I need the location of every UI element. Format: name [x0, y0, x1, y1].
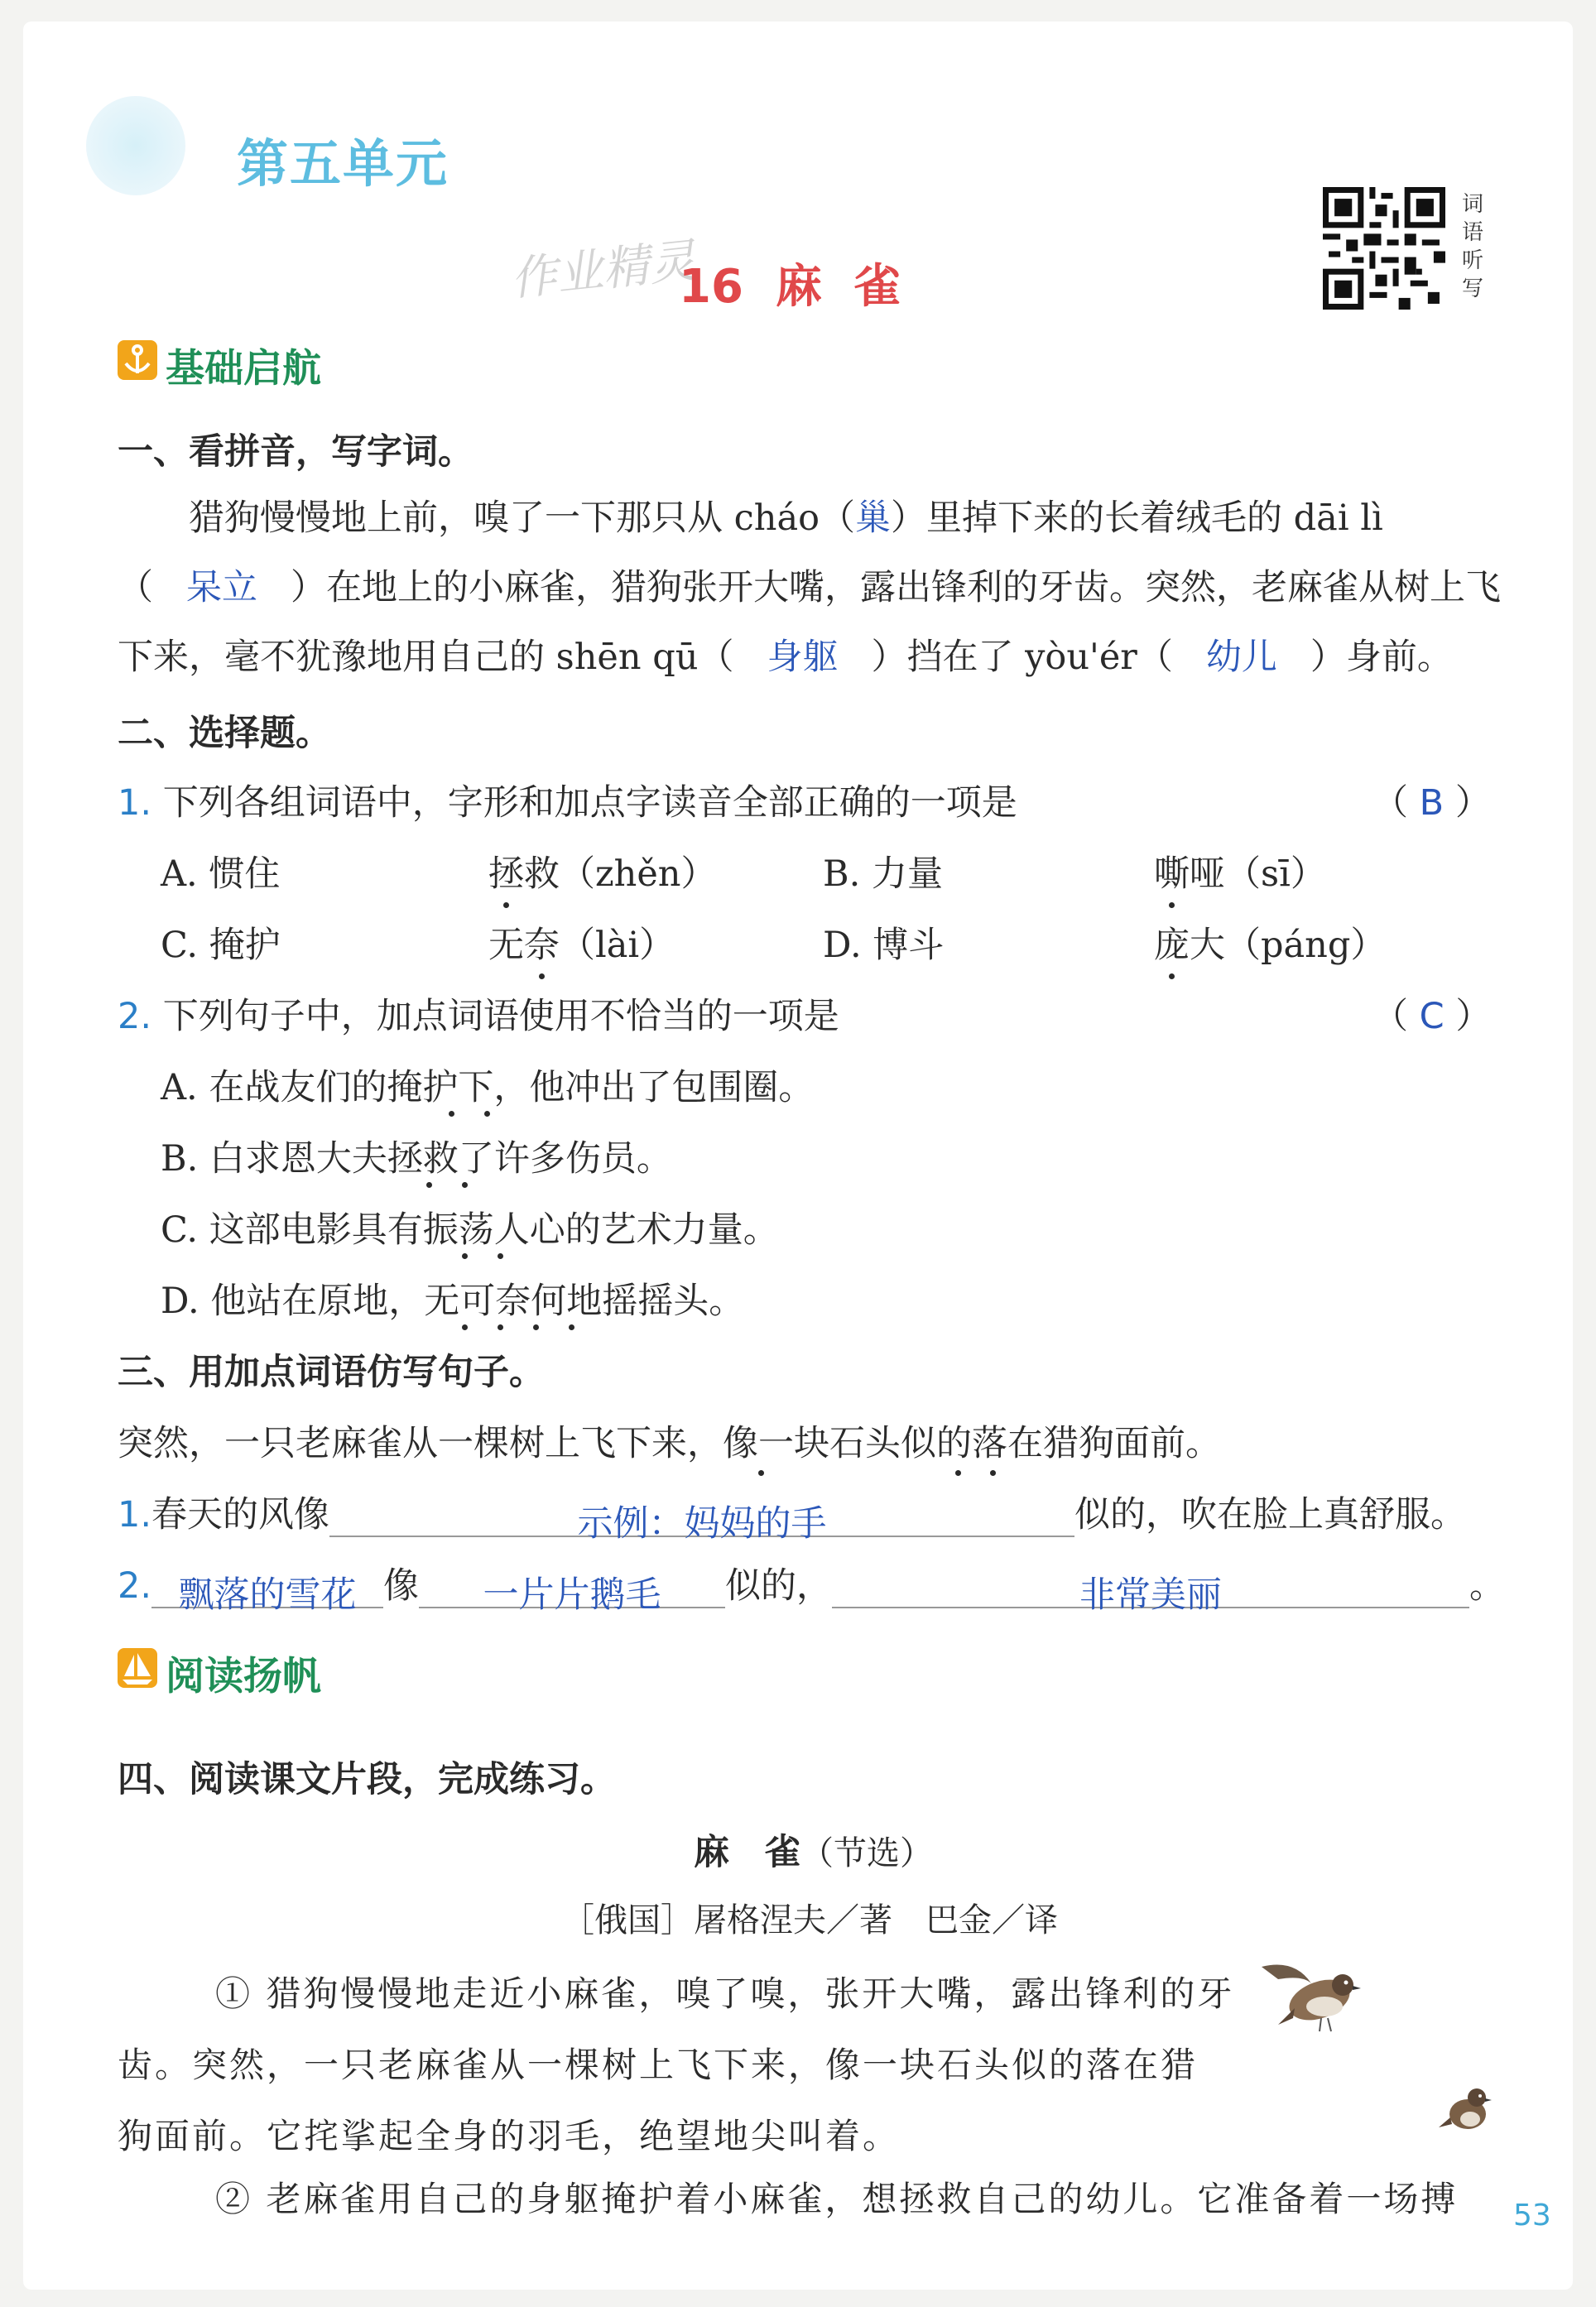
option-b: B. 白求恩大夫拯救了许多伤员。 [161, 1138, 672, 1180]
option-d: D. 他站在原地，无可奈何地摇摇头。 [161, 1281, 745, 1322]
option-label: C. [161, 925, 199, 966]
qr-label-char: 写 [1462, 276, 1484, 301]
option-label: A. [161, 853, 198, 895]
answer-blank: 一片片鹅毛 [419, 1567, 725, 1608]
option-a [161, 846, 280, 896]
text-segment: ）挡在了 yòu'ér（ [871, 637, 1173, 678]
option-d [823, 917, 944, 968]
fill-line [118, 560, 1501, 610]
answer-text: 巢 [854, 497, 891, 539]
imitation-1 [118, 1487, 1467, 1545]
option-b-2: 嘶哑（sī） [1154, 846, 1326, 896]
text-segment: 像 [383, 1565, 420, 1607]
text-segment: ）在地上的小麻雀，猎狗张开大嘴，露出锋利的牙齿。突然，老麻雀从树上飞 [291, 567, 1501, 608]
sparrow-icon [1430, 2074, 1505, 2141]
passage-para-2: ② 老麻雀用自己的身躯掩护着小麻雀，想拯救自己的幼儿。它准备着一场搏 [215, 2179, 1459, 2219]
passage-line: 齿。突然，一只老麻雀从一棵树上飞下来，像一块石头似的落在猎 [118, 2045, 1199, 2085]
answer-bracket: （ B ） [1372, 782, 1491, 824]
option-b [823, 846, 943, 896]
answer-text: 幼儿 [1205, 637, 1277, 678]
anchor-icon [118, 340, 157, 380]
unit-badge-icon [86, 96, 185, 195]
watermark: 作业精灵 [507, 233, 699, 307]
qr-label-char: 语 [1462, 220, 1484, 245]
text-segment: 似的， [725, 1565, 833, 1607]
answer-blank: 示例：妈妈的手 [329, 1496, 1074, 1537]
answer-text: C [1419, 996, 1445, 1037]
option-word: 惯住 [209, 853, 281, 895]
passage-line: 狗面前。它挓挲起全身的羽毛，绝望地尖叫着。 [118, 2116, 901, 2156]
option-c: C. 这部电影具有振荡人心的艺术力量。 [161, 1209, 779, 1251]
text-segment: （ [118, 567, 153, 608]
stem-text: 下列句子中，加点词语使用不恰当的一项是 [162, 996, 839, 1037]
question-number: 1. [118, 1494, 152, 1536]
page-number: 53 [1513, 2199, 1551, 2233]
fill-line [189, 490, 1383, 541]
answer-text: 身躯 [767, 637, 839, 678]
sail-icon [118, 1648, 157, 1688]
mc-stem [118, 988, 839, 1039]
answer-blank: 飘落的雪花 [151, 1567, 383, 1608]
answer-text: B [1419, 782, 1445, 824]
fill-line [118, 629, 1453, 680]
option-a: A. 在战友们的掩护下，他冲出了包围圈。 [161, 1067, 815, 1108]
question-title: 三、用加点词语仿写句子。 [118, 1352, 545, 1393]
option-d-2: 庞大（páng） [1154, 917, 1386, 968]
mc-stem [118, 775, 1017, 825]
passage-para-1 [118, 1959, 1234, 2172]
option-c [161, 917, 281, 968]
passage-subtitle: （节选） [800, 1834, 933, 1872]
option-a-2: 拯救（zhěn） [488, 846, 717, 896]
text-segment: ）里掉下来的长着绒毛的 dāi lì [890, 497, 1383, 539]
question-number: 2. [118, 1565, 152, 1607]
unit-title: 第五单元 [237, 133, 449, 194]
question-title: 二、选择题。 [118, 713, 331, 754]
sparrow-icon [1245, 1942, 1369, 2041]
lesson-title: 16 麻 雀 [679, 260, 901, 314]
passage-line: ① 猎狗慢慢地走近小麻雀，嗅了嗅，张开大嘴，露出锋利的牙 [215, 1973, 1235, 2014]
option-word: 博斗 [873, 925, 945, 966]
qr-code-icon[interactable] [1323, 187, 1445, 310]
text-segment: 春天的风像 [151, 1494, 330, 1536]
answer-blank: 非常美丽 [832, 1567, 1469, 1608]
stem-text: 下列各组词语中，字形和加点字读音全部正确的一项是 [162, 782, 1017, 824]
qr-label-char: 听 [1462, 248, 1484, 273]
question-title: 四、阅读课文片段，完成练习。 [118, 1759, 616, 1800]
workbook-page [23, 22, 1573, 2290]
passage-title-text: 麻 雀 [694, 1832, 800, 1873]
example-sentence: 突然，一只老麻雀从一棵树上飞下来，像一块石头似的落在猎狗面前。 [118, 1423, 1221, 1464]
option-label: B. [823, 853, 861, 895]
option-c-2: 无奈（lài） [488, 917, 675, 968]
text-segment: 下来，毫不犹豫地用自己的 shēn qū（ [118, 637, 734, 678]
passage-author: ［俄国］屠格涅夫／著 巴金／译 [561, 1901, 1058, 1939]
imitation-2 [118, 1558, 1506, 1616]
text-segment: 猎狗慢慢地上前，嗅了一下那只从 cháo（ [189, 497, 855, 539]
question-title: 一、看拼音，写字词。 [118, 431, 474, 473]
option-word: 力量 [871, 853, 943, 895]
text-segment: 似的，吹在脸上真舒服。 [1074, 1494, 1467, 1536]
answer-text: 呆立 [186, 567, 257, 608]
section-title: 阅读扬帆 [166, 1654, 321, 1699]
option-label: D. [823, 925, 862, 966]
question-number: 1. [118, 782, 152, 824]
passage-title [694, 1824, 933, 1875]
answer-bracket: （ C ） [1372, 996, 1492, 1037]
qr-label [1462, 190, 1483, 303]
qr-label-char: 词 [1462, 192, 1484, 217]
option-word: 掩护 [209, 925, 281, 966]
section-title: 基础启航 [166, 346, 321, 392]
text-segment: 。 [1469, 1565, 1506, 1607]
question-number: 2. [118, 996, 152, 1037]
text-segment: ）身前。 [1310, 637, 1453, 678]
